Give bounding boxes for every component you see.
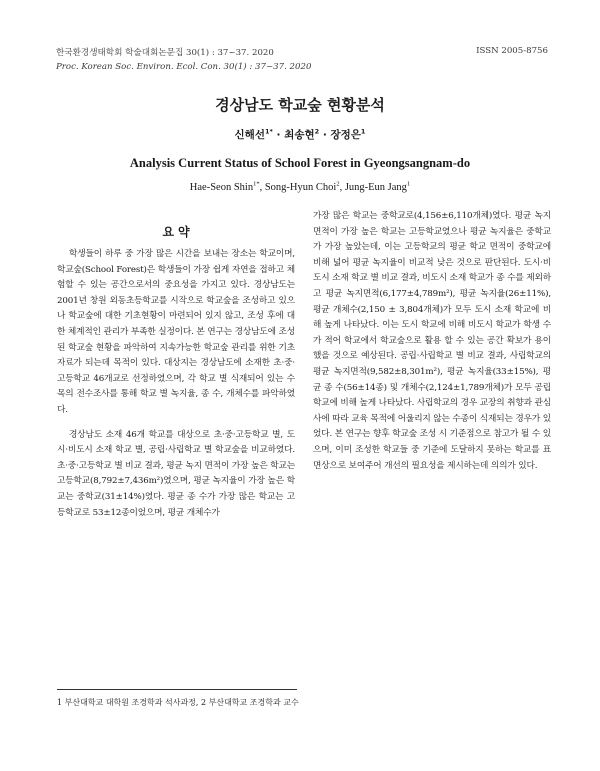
abstract-left-column [57, 224, 295, 521]
issn: ISSN 2005-8756 [476, 46, 548, 56]
author-affiliation-mark: 1* [264, 127, 273, 136]
author-name: Jung-Eun Jang [344, 182, 407, 193]
author-separator: · [272, 129, 285, 141]
abstract-right-column [313, 209, 551, 474]
abstract-paragraph: 학생들이 하루 중 가장 많은 시간을 보내는 장소는 학교이며, 학교숲(School Forest)은 학생들이 가장 쉽게 자연을 접하고 체험할 수 있는 공간으로서의 중요성을 가지고 있다. 경상남도는 2001년 창원 외동초등학교를 시작으로 학교숲을 조성하고 있으나 학교숲에 대한 기초현황이 마련되어 있지 않고, 조성 후에 대한 체계적인 관리가 부족한 실정이다. 본 연구는 경상남도에 조성된 학교숲 현황을 파악하여 지속가능한 학교숲 관리를 위한 기초자료가 되는데 목적이 있다. 대상지는 경상남도에 소재한 초·중·고등학교 46개교로 선정하였으며, 각 학교 별 식재되어 있는 수목의 전수조사를 통해 학교 별 녹지율, 종 수, 개체수를 파악하였다. [57, 249, 295, 415]
author-affiliation-mark: 1* [253, 180, 260, 188]
author-name: 신해선 [234, 129, 265, 141]
journal-citation-ko: 한국환경생태학회 학술대회논문집 30(1) : 37~37. 2020 [56, 48, 274, 58]
author-affiliation-mark: 2 [336, 180, 340, 188]
abstract-paragraph: 가장 많은 학교는 중학교로(4,156±6,110개체)였다. 평균 녹지면적이 가장 높은 학교는 고등학교였으나 평균 녹지율은 중학교가 가장 높았는데, 이는 고등학교의 평균 학교 면적이 중학교에 비해 넓어 평균 녹지율이 비교적 낮은 것으로 판단된다. 도시·비도시 소재 학교 별 비교 결과, 비도시 소재 학교가 종 수를 제외하고 평균 녹지면적(6,177±4,789m²), 평균 녹지율(26±11%), 평균 개체수(2,150 ± 3,804개체)가 모두 도시 소재 학교에 비해 높게 나타났다. 이는 도시 학교에 비해 비도시 학교가 학생 수가 적어 학교에서 학교숲으로 활용 할 수 있는 공간 확보가 용이했을 것으로 예상된다. 공립·사립학교 별 비교 결과, 사립학교의 평균 녹지면적(9,582±8,301m²), 평균 녹지율(33±15%), 평균 종 수(56±14종) 및 개체수(2,124±1,789개체)가 모두 공립학교에 비해 높게 나타났다. 사립학교의 경우 교장의 취향과 관심사에 따라 교육 목적에 어울리지 않는 수종이 식재되는 경우가 있었다. 본 연구는 향후 학교숲 조성 시 기준점으로 참고가 될 수 있으며, 이미 조성한 학교들 중 기준에 도달하지 못하는 학교를 표면상으로 보여주어 개선의 필요성을 제시하는데 의의가 있다. [313, 211, 551, 471]
author-name: 장정은 [330, 129, 361, 141]
affiliation-footnote: 1 부산대학교 대학원 조경학과 석사과정, 2 부산대학교 조경학과 교수 [57, 698, 299, 707]
abstract-heading: 요 약 [162, 225, 190, 239]
author-name: 최송현 [284, 129, 315, 141]
abstract-paragraph: 경상남도 소재 46개 학교를 대상으로 초·중·고등학교 별, 도시·비도시 소재 학교 별, 공립·사립학교 별 학교숲을 비교하였다. 초·중·고등학교 별 비교 결과, 평균 녹지 면적이 가장 높은 학교는 고등학교(8,792±7,436m²)였으며, 평균 녹지율이 가장 높은 학교는 중학교(31±14%)였다. 평균 종 수가 가장 많은 학교는 고등학교로 53±12종이었으며, 평균 개체수가 [57, 429, 295, 518]
author-affiliation-mark: 2 [314, 127, 320, 136]
author-affiliation-mark: 1 [406, 180, 411, 188]
paper-title-en: Analysis Current Status of School Forest in Gyeongsangnam-do [129, 156, 471, 170]
journal-citation-en: Proc. Korean Soc. Environ. Ecol. Con. 30(1) : 37~37. 2020 [56, 62, 312, 72]
footnote-divider [57, 689, 297, 690]
author-name: Song-Hyun Choi [264, 182, 337, 193]
journal-header [56, 46, 311, 74]
author-name: Hae-Seon Shin [189, 182, 254, 193]
paper-title-ko: 경상남도 학교숲 현황분석 [215, 96, 385, 114]
author-list-en: Hae-Seon Shin$^{1*}$, Song-Hyun Choi$^2$, Jung-Eun Jang$^1$ [189, 180, 411, 193]
author-affiliation-mark: 1 [360, 127, 366, 136]
author-separator: · [319, 129, 331, 141]
author-list-ko [0, 127, 600, 142]
